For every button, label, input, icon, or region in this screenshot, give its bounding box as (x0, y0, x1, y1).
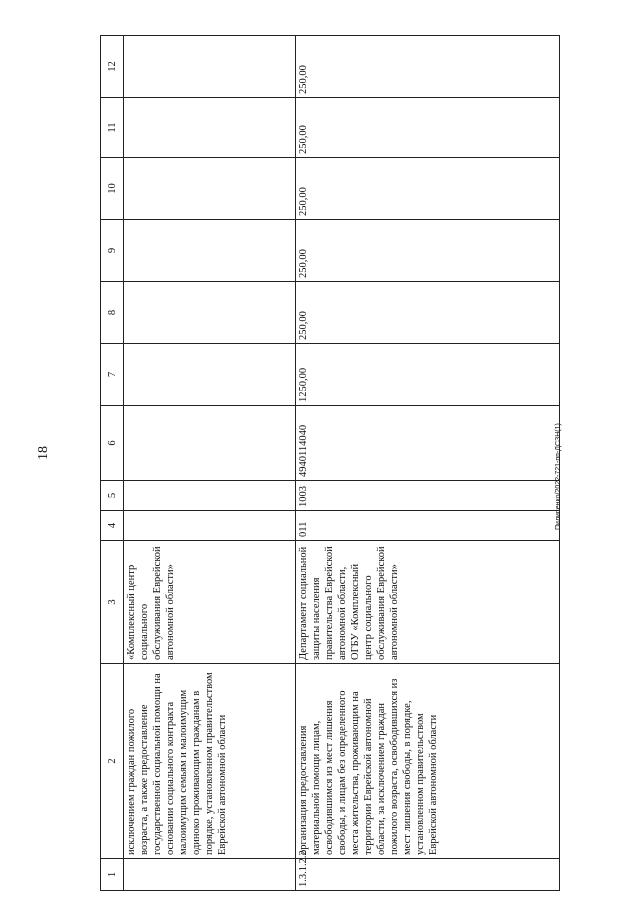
cell-executor: Департамент социальной защиты населения правительства Еврейской автономной области, ОГБУ «Комплексный центр социального обслуживания Еврейской автономной области» (296, 541, 560, 664)
rotated-table-container (100, 36, 560, 891)
cell-year-5: 250,00 (296, 36, 560, 98)
header-cell-2: 2 (101, 664, 124, 859)
header-cell-6: 6 (101, 406, 124, 481)
header-cell-7: 7 (101, 344, 124, 406)
document-code: Пилипенко/2022-721-пп-ДСЗН(1) (555, 423, 562, 530)
header-cell-3: 3 (101, 541, 124, 664)
program-table (100, 35, 560, 891)
cell-description: исключением граждан пожилого возраста, а также предоставление государственной социальной помощи на основании социального контракта малоимущим семьям и малоимущим одиноко проживающим гражданам в порядке, установленном правительством Еврейской автономной области (124, 664, 296, 859)
header-cell-1: 1 (101, 859, 124, 891)
header-cell-4: 4 (101, 511, 124, 541)
header-cell-9: 9 (101, 220, 124, 282)
header-cell-11: 11 (101, 98, 124, 158)
cell-gr-code: 011 (296, 511, 560, 541)
header-cell-8: 8 (101, 282, 124, 344)
header-cell-5: 5 (101, 481, 124, 511)
cell-year-4: 250,00 (296, 98, 560, 158)
cell-target-code: 4940114040 (296, 406, 560, 481)
cell-year-2: 250,00 (296, 220, 560, 282)
cell-year-3: 250,00 (296, 158, 560, 220)
page-number: 18 (36, 446, 51, 460)
cell-number: 1.3.1.2.2 (296, 859, 560, 891)
cell-executor: «Комплексный центр социального обслуживания Еврейской автономной области» (124, 541, 296, 664)
header-cell-12: 12 (101, 36, 124, 98)
cell-total: 1250,00 (296, 344, 560, 406)
cell-number (124, 859, 296, 891)
cell-year-1: 250,00 (296, 282, 560, 344)
cell-description: организация предоставления материальной помощи лицам, освободившимся из мест лишения свободы, и лицам без определенного места жительства, проживающим на территории Еврейской автономной области, за исключением граждан пожилого возраста, освободившихся из мест лишения свободы, в порядке, установленном правительством Еврейской автономной области (296, 664, 560, 859)
header-row (101, 36, 124, 891)
table-row-main (296, 36, 560, 891)
cell-section-code: 1003 (296, 481, 560, 511)
table-row-continuation (124, 36, 296, 891)
header-cell-10: 10 (101, 158, 124, 220)
